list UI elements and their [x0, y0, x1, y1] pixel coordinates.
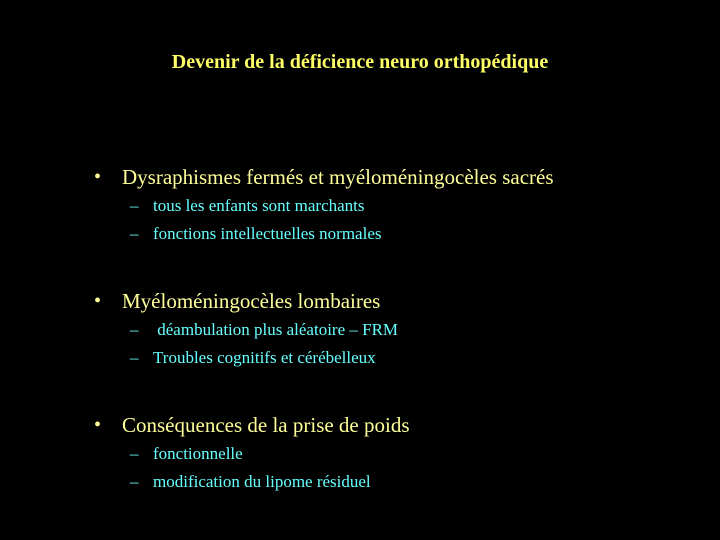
bullet-row [94, 410, 694, 440]
sub-text: Troubles cognitifs et cérébelleux [153, 348, 376, 367]
slide-title: Devenir de la déficience neuro orthopédique [171, 51, 549, 73]
bullet-item [94, 162, 694, 248]
sub-text: déambulation plus aléatoire – FRM [153, 320, 399, 339]
bullet-item [94, 410, 694, 496]
sub-item [94, 344, 694, 372]
dash-icon: – [130, 348, 139, 367]
sub-list [94, 440, 694, 496]
dash-icon: – [130, 472, 139, 491]
dash-icon: – [130, 320, 139, 339]
sub-item [94, 468, 694, 496]
sub-item [94, 440, 694, 468]
dash-icon: – [130, 224, 139, 243]
sub-item [94, 316, 694, 344]
sub-text: modification du lipome résiduel [153, 472, 371, 491]
bullet-list [94, 162, 694, 496]
sub-text: fonctions intellectuelles normales [153, 224, 382, 243]
bullet-text: Myéloméningocèles lombaires [122, 289, 381, 313]
sub-text: tous les enfants sont marchants [153, 196, 365, 215]
dash-icon: – [130, 444, 139, 463]
bullet-text: Dysraphismes fermés et myéloméningocèles sacrés [122, 165, 554, 189]
sub-list [94, 192, 694, 248]
dash-icon: – [130, 196, 139, 215]
bullet-dot-icon: • [94, 166, 102, 188]
bullet-item [94, 286, 694, 372]
bullet-dot-icon: • [94, 290, 102, 312]
bullet-row [94, 286, 694, 316]
sub-text: fonctionnelle [153, 444, 243, 463]
sub-item [94, 220, 694, 248]
sub-list [94, 316, 694, 372]
bullet-text: Conséquences de la prise de poids [122, 413, 410, 437]
bullet-row [94, 162, 694, 192]
sub-item [94, 192, 694, 220]
bullet-dot-icon: • [94, 414, 102, 436]
